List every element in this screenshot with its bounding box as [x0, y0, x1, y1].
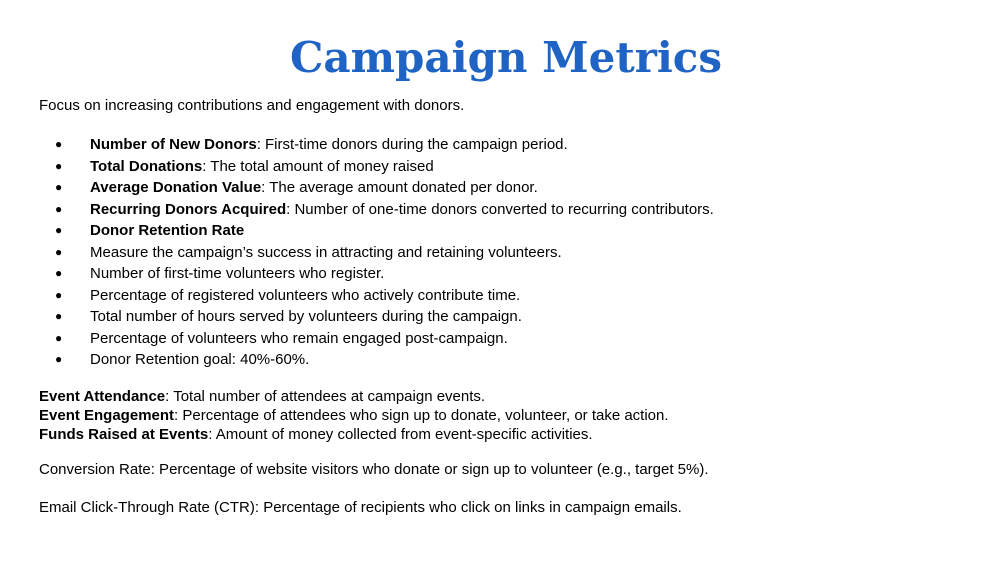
conversion-rate-text: Conversion Rate: Percentage of website visitors who donate or sign up to volunteer (e.g., target 5%). [39, 461, 709, 478]
list-item [39, 285, 714, 307]
list-item-text: : First-time donors during the campaign period. [256, 136, 568, 153]
list-item-text: Number of first-time volunteers who register. [90, 265, 385, 282]
bullet-icon: ● [55, 266, 63, 280]
list-item-text: : Number of one-time donors converted to recurring contributors. [286, 200, 714, 218]
list-item [39, 220, 714, 242]
list-item-label: Average Donation Value [90, 179, 262, 196]
event-metric-text: : Percentage of attendees who sign up to donate, volunteer, or take action. [174, 407, 669, 424]
metrics-bullet-list [39, 134, 714, 371]
list-item-text: : The total amount of money raised [202, 157, 434, 175]
bullet-icon: ● [55, 287, 63, 302]
list-item-label: Total Donations [90, 157, 203, 175]
list-item [39, 349, 714, 371]
list-item-text: Total number of hours served by volunteers during the campaign. [90, 308, 522, 325]
bullet-icon: ● [55, 180, 63, 194]
list-item-label: Recurring Donors Acquired [90, 200, 287, 218]
list-item [39, 199, 714, 221]
list-item-label: Donor Retention Rate [90, 222, 245, 239]
list-item [39, 156, 714, 178]
list-item [39, 328, 714, 350]
intro-text: Focus on increasing contributions and engagement with donors. [39, 97, 465, 114]
bullet-icon: ● [55, 352, 63, 366]
bullet-icon: ● [55, 158, 63, 173]
list-item-text: Measure the campaign’s success in attracting and retaining volunteers. [90, 243, 562, 261]
bullet-icon: ● [55, 223, 63, 237]
event-metric-label: Event Attendance [39, 388, 166, 405]
event-metrics [39, 387, 669, 444]
list-item [39, 306, 714, 328]
list-item [39, 134, 714, 156]
event-metric-label: Event Engagement [39, 407, 175, 424]
event-metric-text: : Amount of money collected from event-specific activities. [208, 426, 593, 443]
bullet-icon: ● [55, 309, 63, 323]
email-ctr-text: Email Click-Through Rate (CTR): Percentage of recipients who click on links in campaign emails. [39, 499, 682, 516]
event-attendance-line [39, 387, 669, 406]
bullet-icon: ● [55, 330, 63, 345]
bullet-icon: ● [55, 201, 63, 216]
page-title: Campaign Metrics [289, 33, 723, 82]
list-item-text: Percentage of registered volunteers who actively contribute time. [90, 286, 521, 304]
list-item-text: Percentage of volunteers who remain engaged post-campaign. [90, 329, 508, 347]
event-metric-text: : Total number of attendees at campaign events. [165, 388, 486, 405]
list-item-text: : The average amount donated per donor. [261, 179, 538, 196]
event-engagement-line [39, 406, 669, 425]
bullet-icon: ● [55, 137, 63, 151]
list-item [39, 242, 714, 264]
list-item [39, 177, 714, 199]
list-item [39, 263, 714, 285]
bullet-icon: ● [55, 244, 63, 259]
list-item-label: Number of New Donors [90, 136, 257, 153]
event-metric-label: Funds Raised at Events [39, 426, 209, 443]
list-item-text: Donor Retention goal: 40%-60%. [90, 351, 310, 368]
funds-raised-line [39, 425, 669, 444]
